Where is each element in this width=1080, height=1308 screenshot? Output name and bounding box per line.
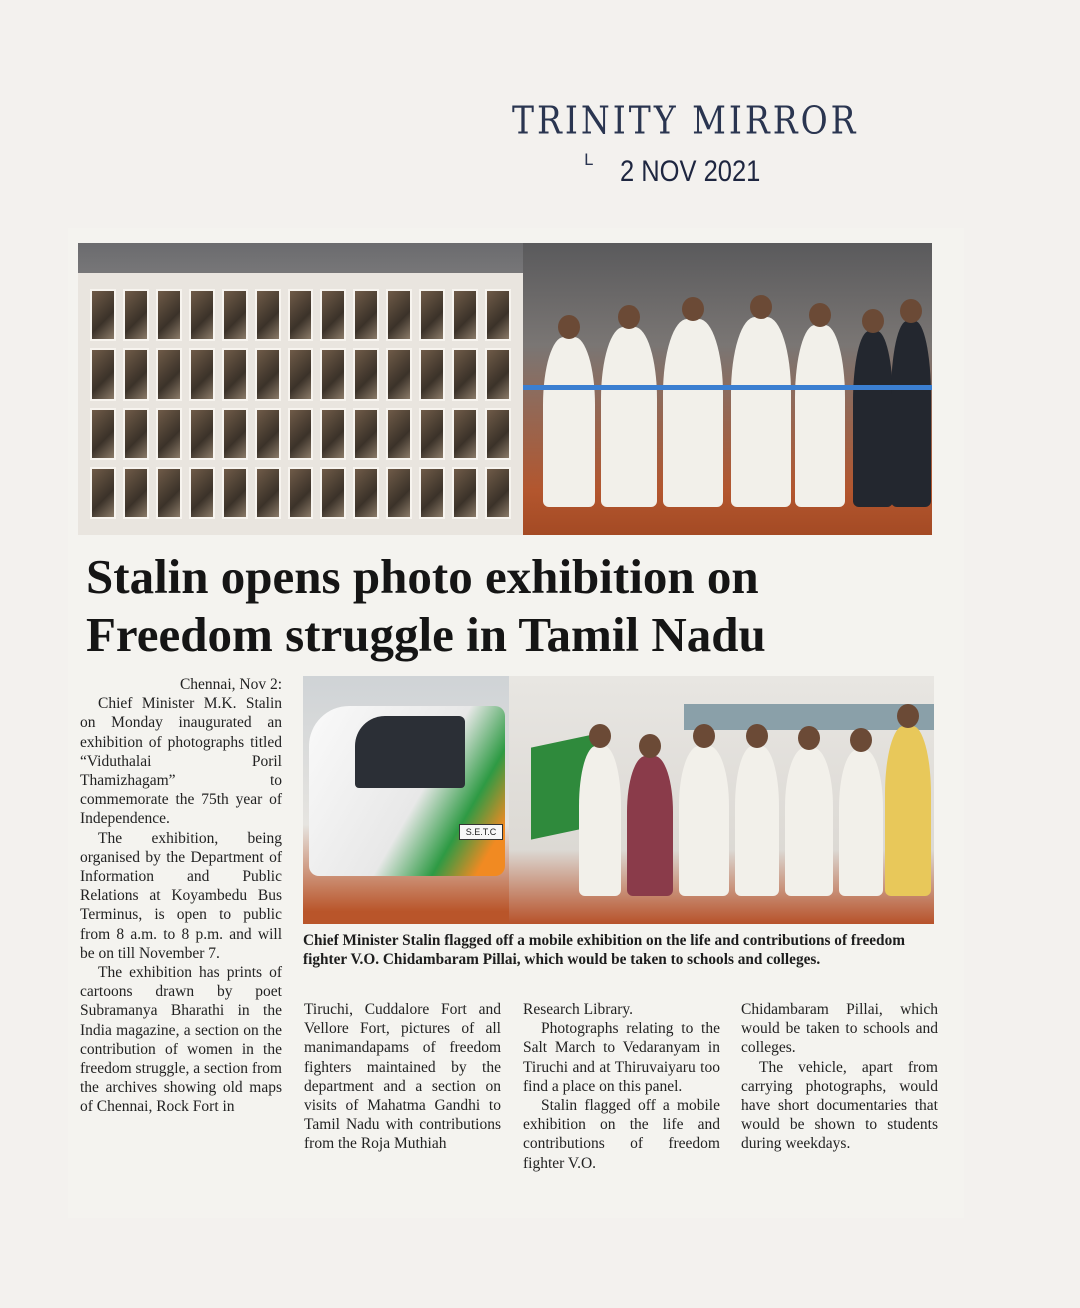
exhibition-bus: [309, 706, 505, 876]
paragraph: Tiruchi, Cuddalore Fort and Vellore Fort, pictures of all manimandapams of freedom fighters maintained by the department and a section on visits of Mahatma Gandhi to Tamil Nadu with contributions from the Roja Muthiah: [304, 1001, 501, 1153]
paragraph: The exhibition has prints of cartoons drawn by poet Subramanya Bharathi in the India magazine, a section on the contribution of women in the freedom struggle, a section from the archives showing old maps of Chennai, Rock Fort in: [80, 964, 282, 1116]
publication-stamp: TRINITY MIRROR: [512, 98, 859, 143]
flag-off-scene: [509, 676, 934, 924]
photo-caption: Chief Minister Stalin flagged off a mobile exhibition on the life and contributions of freedom fighter V.O. Chidambaram Pillai, which would be taken to schools and colleges.: [303, 932, 905, 968]
exhibition-photo: [78, 243, 932, 535]
dateline: Chennai, Nov 2:: [179, 676, 282, 693]
paragraph: Chief Minister M.K. Stalin on Monday inaugurated an exhibition of photographs titled “Viduthalai Poril Thamizhagam” to commemorate the 75th year of Independence.: [80, 695, 282, 828]
photo-wall: [78, 273, 523, 535]
paragraph: The vehicle, apart from carrying photographs, would have short documentaries that would be shown to students during weekdays.: [741, 1058, 938, 1153]
paragraph: Chidambaram Pillai, which would be taken to schools and colleges.: [741, 1001, 938, 1057]
ribbon: [523, 385, 932, 390]
article-column-4: [741, 1000, 938, 1154]
headline: [86, 548, 936, 664]
stamp-mark: L: [584, 150, 593, 169]
paragraph: Stalin flagged off a mobile exhibition on the life and contributions of freedom fighter V.O.: [523, 1097, 720, 1172]
ribbon-cutting-crowd: [523, 243, 932, 535]
paragraph: Photographs relating to the Salt March to Vedaranyam in Tiruchi and at Thiruvaiyaru too find a place on this panel.: [523, 1020, 720, 1095]
article-column-1: [80, 675, 282, 1117]
bus-plate: S.E.T.C: [459, 824, 503, 840]
article-column-3: [523, 1000, 720, 1173]
headline-line-1: Stalin opens photo exhibition on: [86, 549, 759, 604]
headline-line-2: Freedom struggle in Tamil Nadu: [86, 607, 766, 662]
paragraph: Research Library.: [523, 1001, 634, 1018]
paragraph: The exhibition, being organised by the Department of Information and Public Relations at Koyambedu Bus Terminus, is open to public from 8 a.m. to 8 p.m. and will be on till November 7.: [80, 829, 282, 962]
mobile-exhibition-photo: [303, 676, 934, 924]
publication-date-stamp: 2 NOV 2021: [620, 155, 761, 188]
article-column-2: [304, 1000, 501, 1154]
